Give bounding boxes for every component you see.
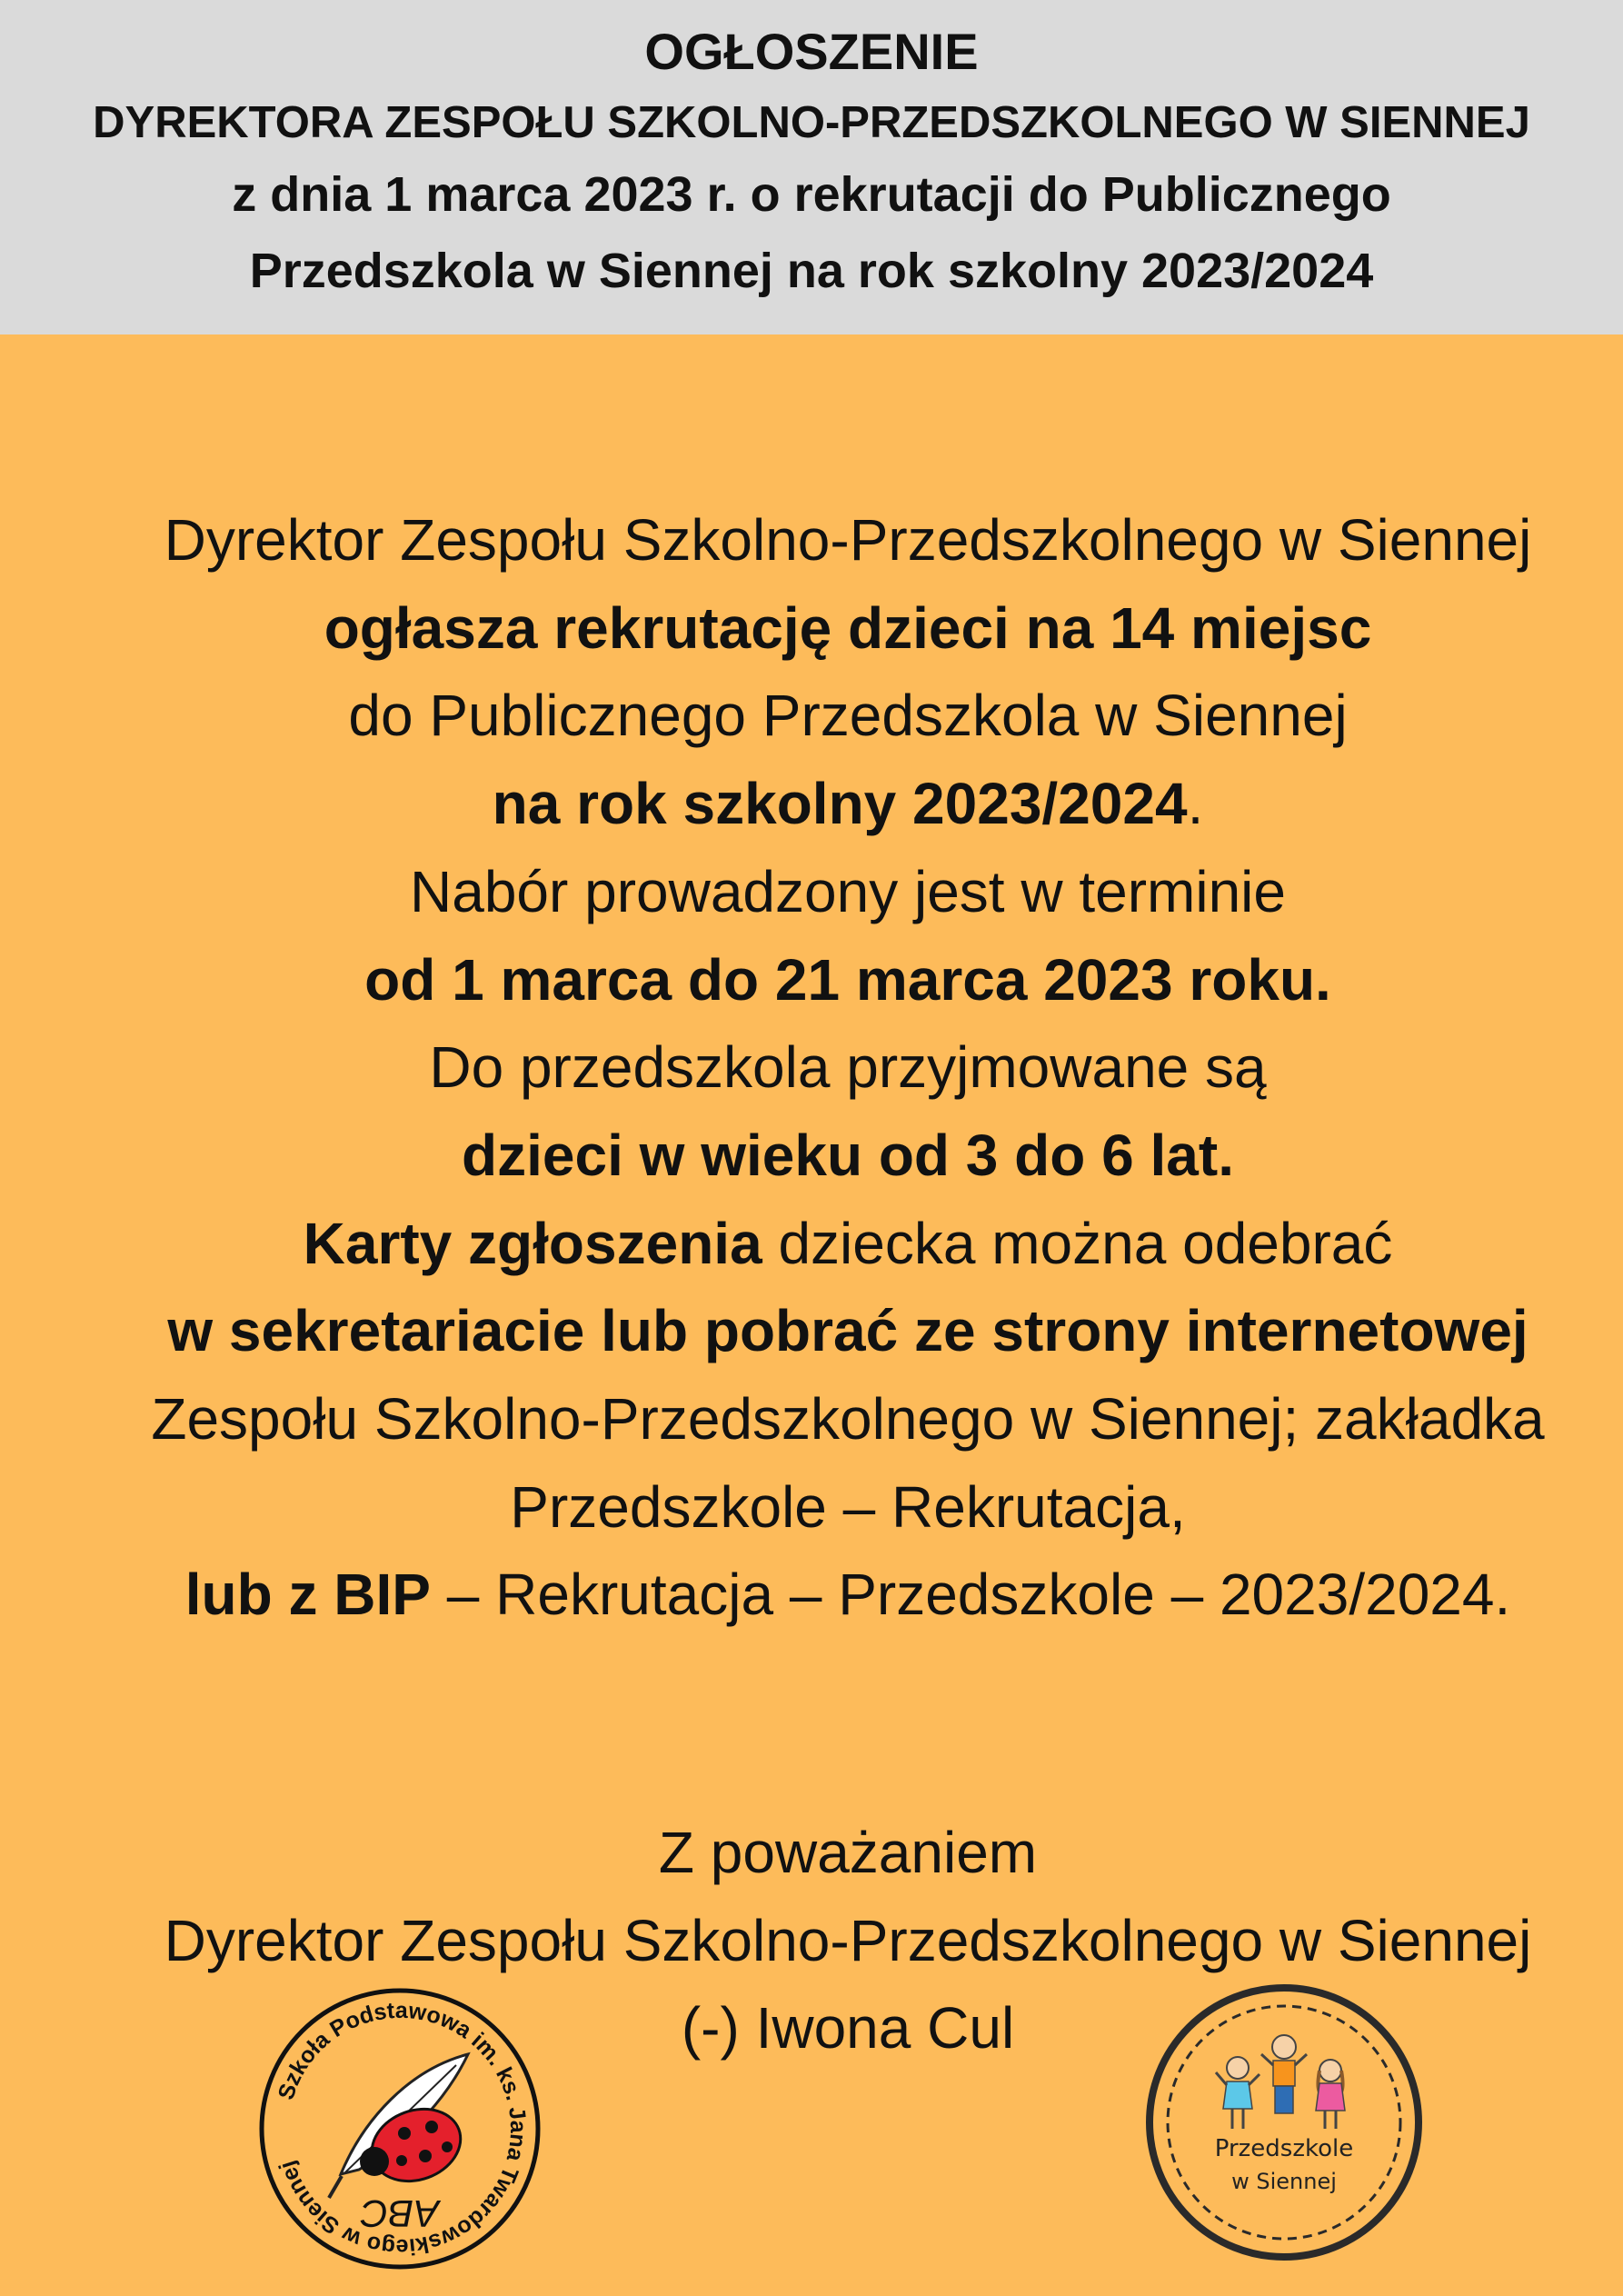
announcement-body — [55, 496, 1623, 1639]
forms-rest-text: dziecka można odebrać — [762, 1210, 1393, 1276]
school-year-text: na rok szkolny 2023/2024 — [492, 771, 1188, 837]
announcement-header — [0, 0, 1623, 334]
body-line-bip — [55, 1551, 1623, 1639]
body-line: Przedszkole – Rekrutacja, — [510, 1473, 1186, 1540]
period-text: . — [1187, 771, 1204, 837]
signature-greeting: Z poważaniem — [658, 1820, 1038, 1885]
preschool-name-line2: w Siennej — [1231, 2169, 1337, 2194]
seal-ring-text: Szkoła Podstawowa im. ks. Jana Twardowskiego w Siennej — [273, 1997, 532, 2261]
body-line-secretariat: w sekretariacie lub pobrać ze strony internetowej — [167, 1298, 1528, 1364]
body-line-forms — [55, 1200, 1623, 1288]
preschool-outer-ring — [1150, 1988, 1419, 2257]
body-line: Zespołu Szkolno-Przedszkolnego w Siennej; zakładka — [151, 1386, 1545, 1452]
announcement-date-line: z dnia 1 marca 2023 r. o rekrutacji do Publicznego — [232, 167, 1391, 222]
ladybug-icon — [360, 2097, 471, 2193]
body-line-dates: od 1 marca do 21 marca 2023 roku. — [364, 946, 1331, 1013]
signature-name: (-) Iwona Cul — [681, 1995, 1015, 2061]
announcement-subject-line: Przedszkola w Siennej na rok szkolny 2023/2024 — [249, 244, 1374, 298]
signature-role: Dyrektor Zespołu Szkolno-Przedszkolnego w Siennej — [164, 1907, 1532, 1973]
body-line-age: dzieci w wieku od 3 do 6 lat. — [462, 1122, 1234, 1188]
bip-rest-text: – Rekrutacja – Przedszkole – 2023/2024. — [430, 1562, 1511, 1628]
forms-bold-text: Karty zgłoszenia — [303, 1210, 762, 1276]
announcement-issuer: DYREKTORA ZESPOŁU SZKOLNO-PRZEDSZKOLNEGO W SIENNEJ — [93, 98, 1530, 147]
school-logo — [254, 1983, 545, 2274]
preschool-logo — [1143, 1982, 1425, 2263]
seal-abc-letters: ABC — [360, 2192, 440, 2235]
body-line: Dyrektor Zespołu Szkolno-Przedszkolnego w Siennej — [164, 507, 1532, 573]
bip-bold-text: lub z BIP — [184, 1562, 431, 1628]
preschool-name-line1: Przedszkole — [1214, 2135, 1354, 2162]
body-line: Do przedszkola przyjmowane są — [429, 1034, 1267, 1101]
body-line-school-year — [55, 760, 1623, 848]
body-line: Nabór prowadzony jest w terminie — [410, 858, 1286, 924]
announcement-title: OGŁOSZENIE — [644, 23, 979, 80]
body-line-places: ogłasza rekrutację dzieci na 14 miejsc — [324, 594, 1372, 661]
body-line: do Publicznego Przedszkola w Siennej — [348, 683, 1348, 749]
